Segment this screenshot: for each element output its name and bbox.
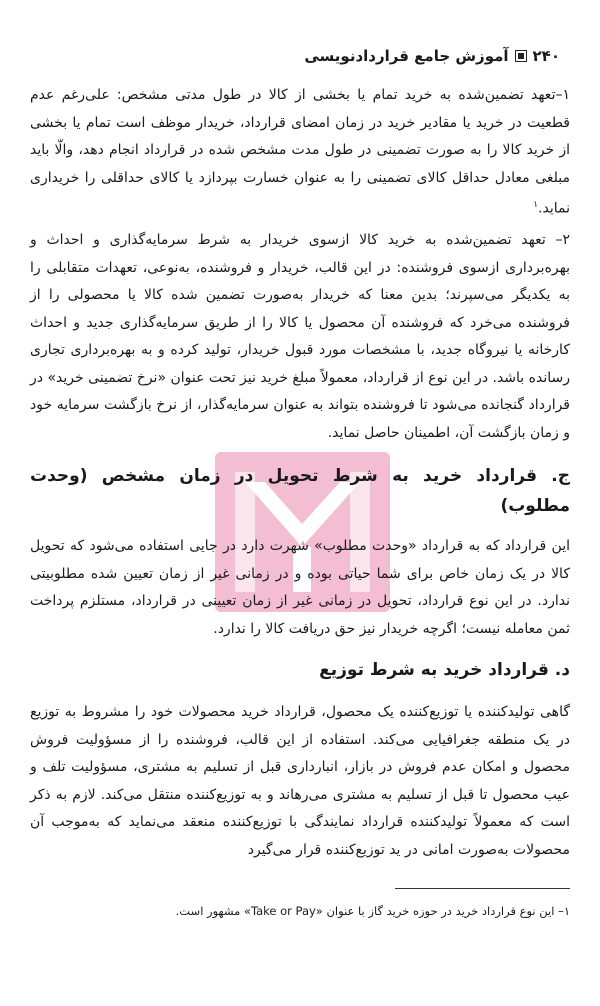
running-header [40, 44, 560, 68]
page-number: ۲۴۰ [532, 47, 560, 65]
section-heading-c: ج. قرارداد خرید به شرط تحویل در زمان مشخص (وحدت مطلوب) [30, 466, 570, 517]
paragraph-item-1: ۱–تعهد تضمین‌شده به خرید تمام یا بخشی از کالا در طول مدتی مشخص: علی‌رغم عدم قطعیت در خرید یا مقادیر خرید در زمان امضای قرارداد، خریدار موظف است تمام یا بخشی از خرید کالا را به صورت تضمینی در طول مدت مشخص شده در قرارداد انجام دهد، والّا باید مبلغی معادل حداقل کالای تضمینی را به عنوان خسارت بپردازد یا کالای حداقلی را خریداری نماید.$^۱$ [30, 87, 570, 217]
square-bullet-icon [515, 50, 527, 62]
section-heading-d: د. قرارداد خرید به شرط توزیع [319, 660, 570, 681]
paragraph-section-c: این قرارداد که به قرارداد «وحدت مطلوب» شهرت دارد در جایی استفاده می‌شود که تحویل کالا در یک زمان خاص برای شما حیاتی بوده و در زمانی غیر از زمان تعیین شده مطلوبیتی ندارد. در این نوع قرارداد، تحویل در زمانی غیر از زمان تعیینی در قرارداد، مستلزم پرداخت ثمن معامله نیست؛ اگرچه خریدار نیز حق دریافت کالا را ندارد. [30, 538, 570, 637]
footnote-divider [395, 888, 570, 889]
main-text [30, 82, 570, 868]
footnote: ۱– این نوع قرارداد خرید در حوزه خرید گاز با عنوان «Take or Pay» مشهور است. [175, 904, 570, 918]
paragraph-section-d: گاهی تولیدکننده یا توزیع‌کننده یک محصول، قرارداد خرید محصولات خود را مشروط به توزیع در یک منطقه جغرافیایی می‌کند. استفاده از این قالب، فروشنده را از مسؤولیت فروش محصول و امکان عدم فروش در بازار، انبارداری قبل از تسلیم به مشتری، مسؤولیت تلف و عیب محصول تا قبل از تسلیم به مشتری می‌رهاند و به توزیع‌کننده منتقل می‌کند. لازم به ذکر است که معمولاً تولیدکننده قرارداد نمایندگی با توزیع‌کننده منعقد می‌نماید که به‌موجب آن محصولات به‌صورت امانی در ید توزیع‌کننده قرار می‌گیرد [30, 704, 570, 858]
book-title: آموزش جامع قراردادنویسی [304, 47, 509, 65]
footnote-reference[interactable]: ۱ [533, 200, 539, 210]
paragraph-item-2: ۲– تعهد تضمین‌شده به خرید کالا ازسوی خریدار به شرط سرمایه‌گذاری و احداث و بهره‌برداری ازسوی فروشنده: در این قالب، خریدار و فروشنده، به‌نوعی، تعهدات متقابلی را به یکدیگر می‌سپرند؛ بدین معنا که خریدار به‌صورت تضمین شده کالا یا محصولی را از فروشنده می‌خرد که فروشنده آن محصول یا کالا را از طریق سرمایه‌گذاری جدید و احداث کارخانه یا نیروگاه جدید، با مشخصات مورد قبول خریدار، تولید کرده و به بهره‌برداری تجاری رسانده باشد. در این نوع از قرارداد، معمولاً مبلغ خرید نیز تحت عنوان «نرخ تضمینی خرید» در قرارداد گنجانده می‌شود تا فروشنده بتواند به عنوان سرمایه‌گذار، از نرخ بازگشت سرمایه خود و زمان بازگشت آن، اطمینان حاصل نماید. [30, 232, 570, 441]
